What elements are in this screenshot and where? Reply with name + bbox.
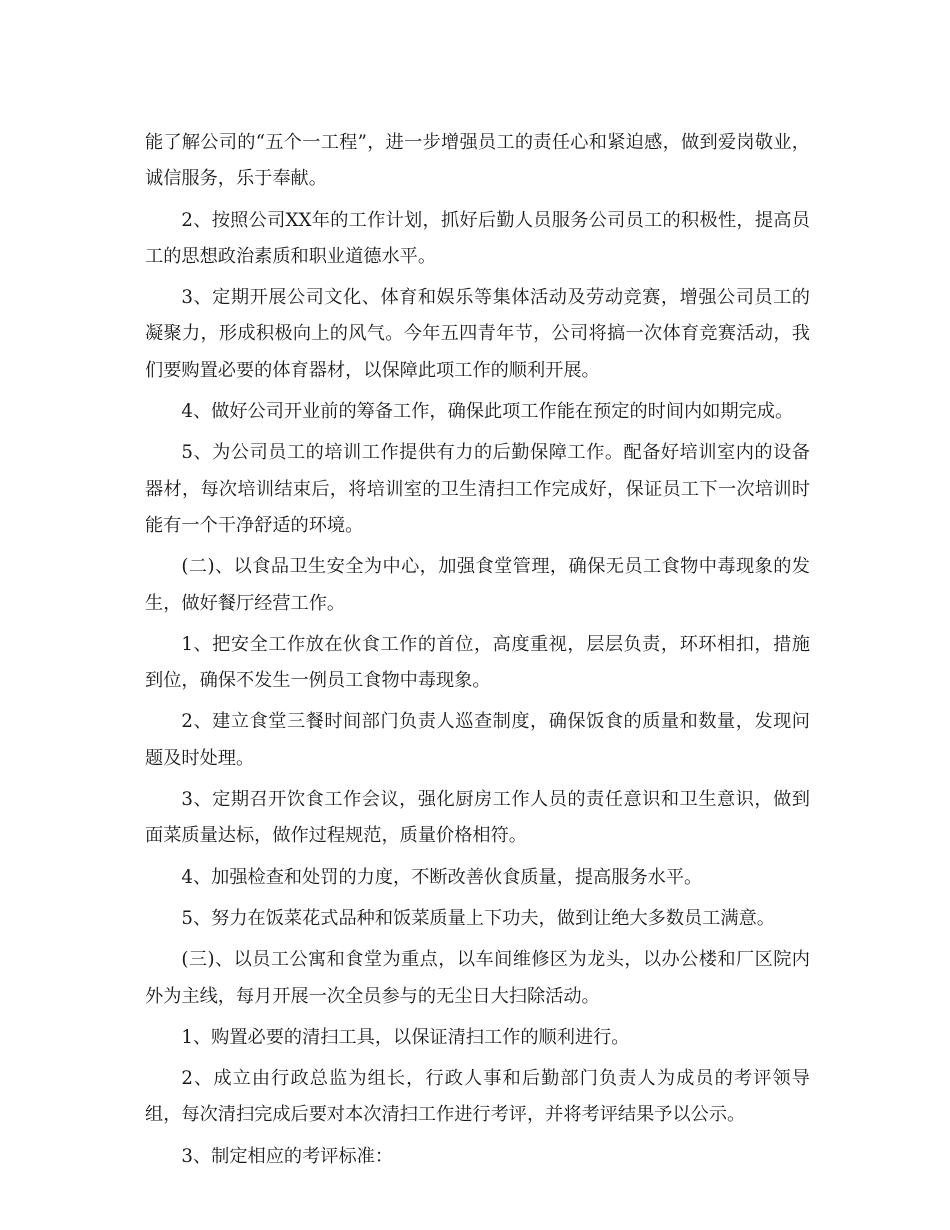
paragraph: 2、建立食堂三餐时间部门负责人巡查制度，确保饭食的质量和数量，发现问题及时处理。: [145, 711, 810, 769]
paragraph: 4、加强检查和处罚的力度，不断改善伙食质量，提高服务水平。: [181, 866, 703, 888]
paragraph: 5、为公司员工的培训工作提供有力的后勤保障工作。配备好培训室内的设备器材，每次培训结束后，将培训室的卫生清扫工作完成好，保证员工下一次培训时能有一个干净舒适的环境。: [145, 442, 810, 536]
paragraph: 1、把安全工作放在伙食工作的首位，高度重视，层层负责，环环相扣，措施到位，确保不发生一例员工食物中毒现象。: [145, 633, 810, 692]
paragraph: 3、定期开展公司文化、体育和娱乐等集体活动及劳动竞赛，增强公司员工的凝聚力，形成积极向上的风气。今年五四青年节，公司将搞一次体育竞赛活动，我们要购置必要的体育器材，以保障此项工作的顺利开展。: [145, 287, 810, 381]
section-heading: (三)、以员工公寓和食堂为重点，以车间维修区为龙头，以办公楼和厂区院内外为主线，每月开展一次全员参与的无尘日大扫除活动。: [145, 949, 810, 1007]
paragraph: 4、做好公司开业前的筹备工作，确保此项工作能在预定的时间内如期完成。: [181, 401, 794, 423]
document-body: [145, 125, 810, 1180]
paragraph: 3、制定相应的考评标准：: [181, 1145, 394, 1167]
paragraph: 3、定期召开饮食工作会议，强化厨房工作人员的责任意识和卫生意识，做到面菜质量达标，做作过程规范，质量价格相符。: [145, 789, 810, 847]
paragraph: 2、按照公司XX年的工作计划，抓好后勤人员服务公司员工的积极性，提高员工的思想政治素质和职业道德水平。: [145, 209, 810, 267]
paragraph: 2、成立由行政总监为组长，行政人事和后勤部门负责人为成员的考评领导组，每次清扫完成后要对本次清扫工作进行考评，并将考评结果予以公示。: [145, 1068, 810, 1126]
paragraph: 5、努力在饭菜花式品种和饭菜质量上下功夫，做到让绝大多数员工满意。: [181, 907, 775, 929]
paragraph: 1、购置必要的清扫工具，以保证清扫工作的顺利进行。: [181, 1026, 630, 1048]
section-heading: (二)、以食品卫生安全为中心，加强食堂管理，确保无员工食物中毒现象的发生，做好餐厅经营工作。: [145, 556, 810, 614]
paragraph: 能了解公司的“五个一工程”，进一步增强员工的责任心和紧迫感，做到爱岗敬业，诚信服务，乐于奉献。: [145, 132, 810, 190]
